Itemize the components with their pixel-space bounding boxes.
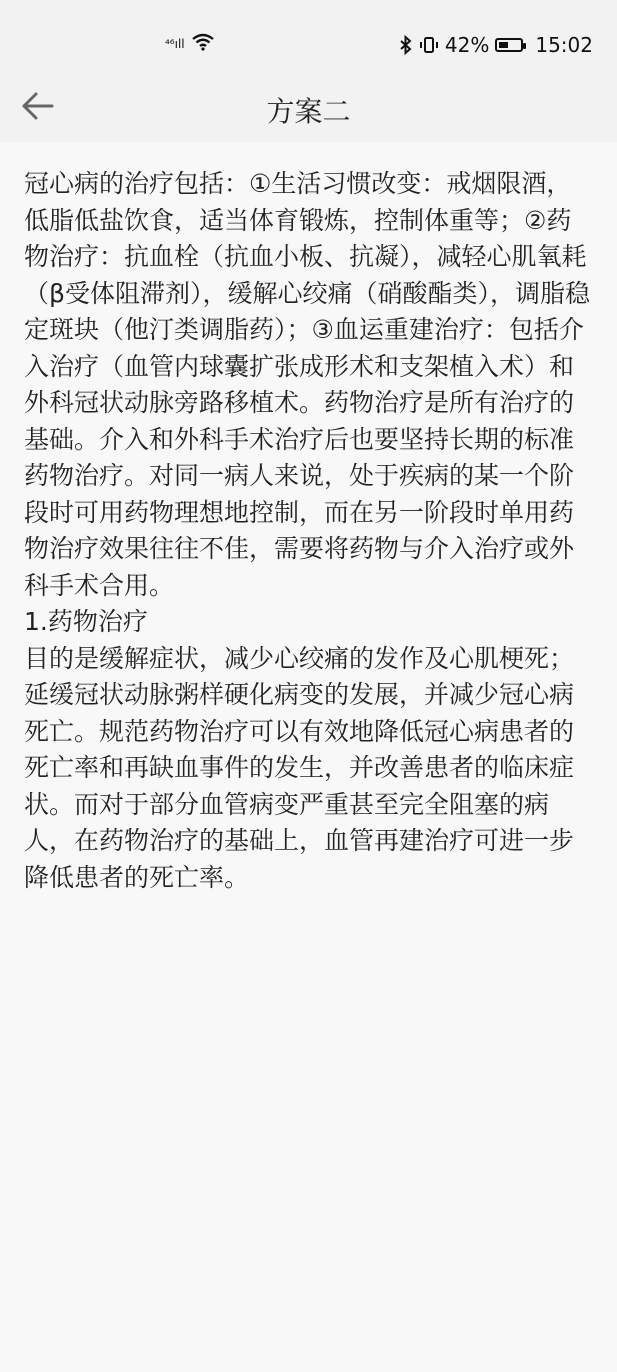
section-heading: 1.药物治疗 (24, 607, 148, 636)
status-right (399, 33, 593, 57)
bluetooth-icon (399, 35, 413, 55)
signal-area (165, 33, 215, 51)
battery-percent: 42% (444, 33, 490, 57)
intro-paragraph: 冠心病的治疗包括：①生活习惯改变：戒烟限酒，低脂低盐饮食，适当体育锻炼，控制体重等；②药物治疗：抗血栓（抗血小板、抗凝），减轻心肌氧耗（β受体阻滞剂），缓解心绞痛（硝酸酯类），调脂稳定斑块（他汀类调脂药）；③血运重建治疗：包括介入治疗（血管内球囊扩张成形术和支架植入术）和外科冠状动脉旁路移植术。药物治疗是所有治疗的基础。介入和外科手术治疗后也要坚持长期的标准药物治疗。对同一病人来说，处于疾病的某一个阶段时可用药物理想地控制，而在另一阶段时单用药物治疗效果往往不佳，需要将药物与介入治疗或外科手术合用。 (24, 169, 590, 600)
section-paragraph: 目的是缓解症状，减少心绞痛的发作及心肌梗死；延缓冠状动脉粥样硬化病变的发展，并减少冠心病死亡。规范药物治疗可以有效地降低冠心病患者的死亡率和再缺血事件的发生，并改善患者的临床症状。而对于部分血管病变严重甚至完全阻塞的病人，在药物治疗的基础上，血管再建治疗可进一步降低患者的死亡率。 (24, 643, 575, 892)
clock: 15:02 (535, 33, 593, 57)
app-bar (0, 72, 617, 142)
network-indicator: ⁴⁶ıll (165, 37, 185, 51)
wifi-icon (191, 33, 215, 51)
battery-icon (495, 38, 523, 52)
vibrate-icon (419, 35, 439, 55)
article-body (24, 166, 594, 896)
battery-fill (499, 42, 507, 48)
page-title: 方案二 (266, 95, 351, 128)
